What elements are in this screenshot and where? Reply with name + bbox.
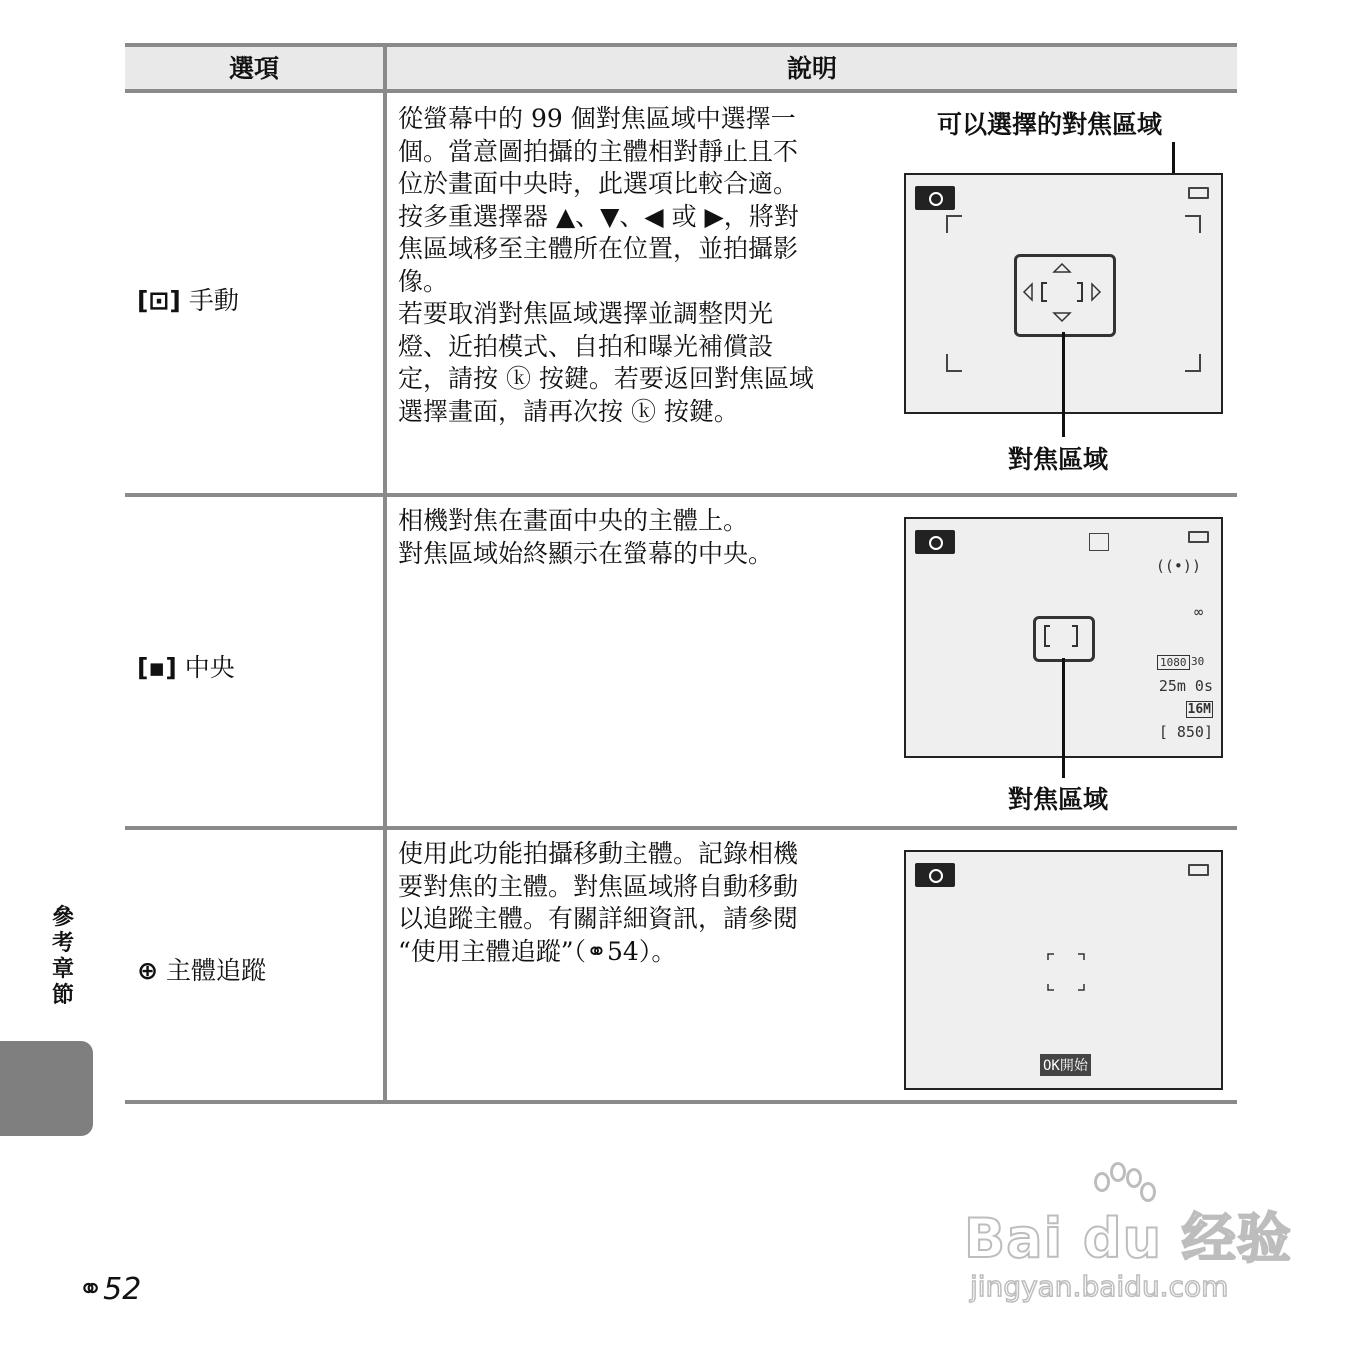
focus-arrows-icon	[1014, 254, 1110, 331]
option-center	[137, 648, 235, 684]
subject-tracking-icon: ⊕	[137, 956, 158, 985]
desc-line: 若要取消對焦區域選擇並調整閃光	[398, 299, 774, 328]
table-bottom-border	[125, 1100, 1237, 1104]
header-description: 說明	[786, 54, 837, 83]
desc-line: 焦區域移至主體所在位置，並拍攝影	[398, 234, 799, 263]
description-center	[398, 505, 868, 570]
exposures-remaining: [ 850]	[1158, 723, 1213, 741]
desc-line: 選擇畫面，請再次按 ⓚ 按鍵。	[398, 396, 739, 426]
frame-corner	[1185, 354, 1201, 372]
watermark-url: jingyan.baidu.com	[970, 1270, 1229, 1303]
row-divider	[125, 826, 1237, 830]
camera-icon	[915, 863, 955, 887]
frame-corner	[1185, 215, 1201, 233]
center-focus-icon: [▪]	[137, 653, 177, 682]
callout-selectable-areas: 可以選擇的對焦區域	[937, 110, 1163, 139]
paw-icon	[1126, 1168, 1142, 1188]
desc-line: 個。當意圖拍攝的主體相對靜止且不	[398, 136, 799, 166]
description-manual	[398, 103, 868, 428]
focus-area-box	[1014, 254, 1116, 337]
desc-line: 像。	[398, 266, 449, 296]
image-size-icon: 16M	[1187, 702, 1211, 717]
column-divider	[383, 43, 387, 1102]
desc-line: 以追蹤主體。有關詳細資訊，請參閱	[398, 904, 799, 933]
paw-icon	[1110, 1162, 1126, 1182]
desc-line: 相機對焦在畫面中央的主體上。	[398, 506, 749, 535]
motion-detection-icon: ∞	[1193, 603, 1203, 621]
desc-line: “使用主體追蹤”（⚭54）。	[398, 936, 677, 966]
leader-line	[1062, 332, 1065, 437]
desc-line: 位於畫面中央時，此選項比較合適。	[398, 169, 799, 198]
shooting-mode-icon	[1089, 533, 1109, 551]
battery-icon	[1188, 531, 1209, 543]
movie-size-icon: 1080	[1157, 655, 1190, 670]
page-number: ⚭52	[78, 1272, 142, 1307]
ok-start-label: OK開始	[1040, 1054, 1091, 1076]
description-tracking	[398, 838, 868, 968]
battery-icon	[1188, 864, 1209, 876]
vibration-reduction-icon: ((•))	[1155, 557, 1201, 575]
manual-focus-icon: [⊡]	[137, 286, 181, 315]
tracking-frame-icon	[1046, 952, 1086, 992]
option-subject-tracking	[137, 951, 266, 987]
camera-icon	[915, 186, 955, 210]
section-tab-text: 參考章節	[51, 905, 74, 1008]
desc-line: 定，請按 ⓚ 按鍵。若要返回對焦區域	[398, 364, 814, 393]
camera-icon	[915, 530, 955, 554]
table-header	[125, 43, 1237, 93]
desc-line: 按多重選擇器 ▲、▼、◀ 或 ▶，將對	[398, 201, 799, 231]
option-manual-label: 手動	[188, 286, 239, 315]
desc-line: 從螢幕中的 99 個對焦區域中選擇一	[398, 104, 796, 133]
header-option: 選項	[228, 54, 279, 83]
leader-line	[1062, 658, 1065, 778]
paw-icon	[1094, 1172, 1110, 1192]
section-tab-label	[50, 905, 80, 1009]
callout-focus-area: 對焦區域	[1008, 785, 1109, 814]
battery-icon	[1188, 187, 1209, 199]
center-focus-box	[1033, 616, 1095, 662]
remaining-time: 25m 0s	[1158, 677, 1213, 695]
desc-line: 對焦區域始終顯示在螢幕的中央。	[398, 538, 774, 568]
watermark-brand: Bai du 经验	[964, 1207, 1292, 1270]
option-manual	[137, 281, 239, 317]
section-tab	[0, 1041, 93, 1136]
row-divider	[125, 493, 1237, 497]
desc-line: 使用此功能拍攝移動主體。記錄相機	[398, 839, 799, 868]
fps-icon: 30	[1191, 655, 1205, 668]
option-center-label: 中央	[184, 653, 235, 682]
focus-brackets-icon	[1033, 616, 1089, 656]
frame-corner	[946, 215, 962, 233]
desc-line: 燈、近拍模式、自拍和曝光補償設	[398, 331, 774, 361]
frame-corner	[946, 354, 962, 372]
desc-line: 要對焦的主體。對焦區域將自動移動	[398, 871, 799, 901]
option-tracking-label: 主體追蹤	[165, 956, 266, 985]
callout-focus-area: 對焦區域	[1008, 445, 1109, 474]
screen-tracking	[904, 850, 1223, 1090]
